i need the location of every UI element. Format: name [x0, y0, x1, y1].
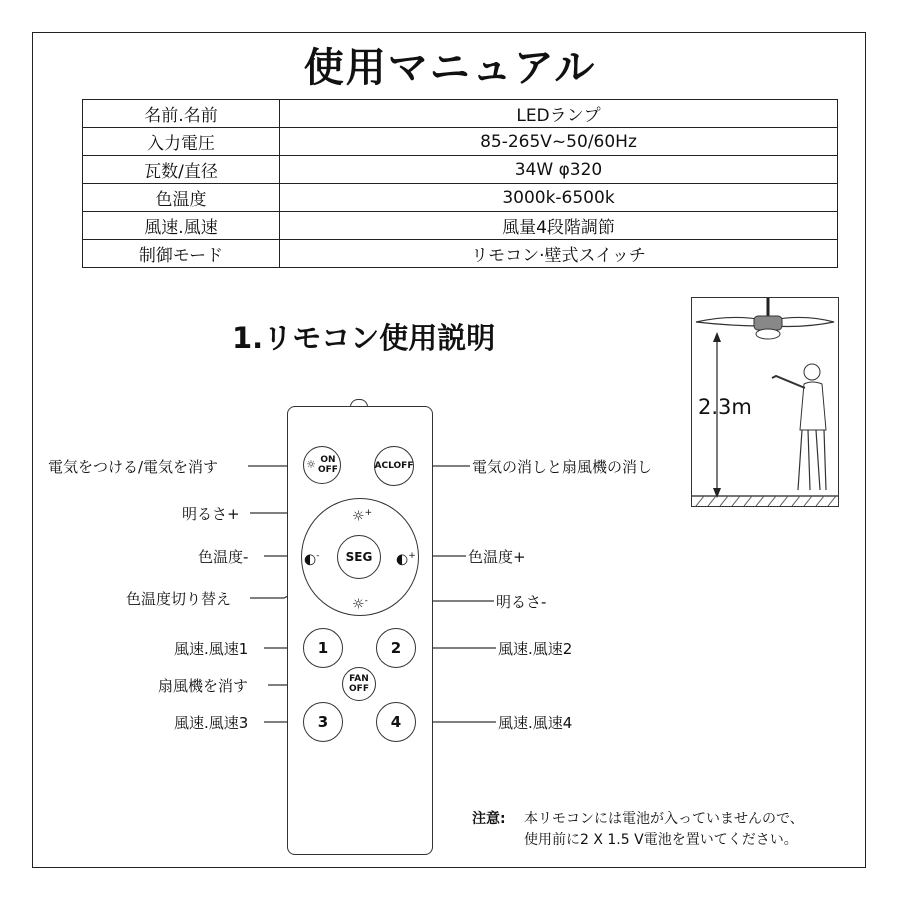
label-speed-3: 風速.風速3: [174, 714, 249, 732]
label-speed-1: 風速.風速1: [174, 640, 249, 658]
label-warmer: 色温度-: [198, 548, 249, 566]
color-temp-up-icon[interactable]: ◐+: [396, 551, 416, 568]
spec-key: 風速.風速: [83, 212, 280, 240]
on-text: ON: [320, 455, 336, 465]
installation-height-label: 2.3m: [698, 395, 752, 419]
fan-off-text: OFF: [349, 684, 369, 694]
fan-text: FAN: [349, 674, 369, 684]
label-cooler: 色温度+: [468, 548, 526, 566]
speed-4-button[interactable]: 4: [376, 702, 416, 742]
spec-value: 34W φ320: [280, 156, 838, 184]
label-fan-off: 扇風機を消す: [158, 677, 249, 695]
note-heading: 注意:: [472, 811, 506, 827]
spec-key: 瓦数/直径: [83, 156, 280, 184]
label-light-fan-off: 電気の消しと扇風機の消し: [472, 458, 653, 476]
section-title: 1.リモコン使用説明: [232, 321, 496, 355]
fan-off-button[interactable]: [342, 667, 376, 701]
label-color-switch: 色温度切り替え: [126, 590, 232, 608]
fan-off-button-text: [349, 674, 369, 694]
spec-value: 85-265V~50/60Hz: [280, 128, 838, 156]
speed-2-button[interactable]: 2: [376, 628, 416, 668]
label-speed-4: 風速.風速4: [498, 714, 573, 732]
on-off-button[interactable]: [303, 446, 341, 484]
note-line-2: 使用前に2 X 1.5 V電池を置いてください。: [524, 832, 798, 848]
label-power-on-off: 電気をつける/電気を消す: [48, 458, 219, 476]
brightness-up-icon[interactable]: ☼+: [352, 508, 373, 525]
ac-off-button[interactable]: ACLOFF: [374, 446, 414, 486]
seg-button[interactable]: SEG: [337, 535, 381, 579]
spec-value: 風量4段階調節: [280, 212, 838, 240]
color-temp-down-icon[interactable]: ◐-: [304, 551, 320, 568]
label-brighter: 明るさ+: [182, 505, 240, 523]
label-dimmer: 明るさ-: [496, 593, 547, 611]
spec-key: 制御モード: [83, 240, 280, 268]
note-line-1: 本リモコンには電池が入っていませんので、: [524, 811, 804, 827]
label-speed-2: 風速.風速2: [498, 640, 573, 658]
spec-key: 色温度: [83, 184, 280, 212]
speed-3-button[interactable]: 3: [303, 702, 343, 742]
spec-value: 3000k-6500k: [280, 184, 838, 212]
light-icon: ☼: [306, 458, 316, 471]
off-text: OFF: [317, 465, 338, 475]
spec-value: リモコン·壁式スイッチ: [280, 240, 838, 268]
spec-key: 入力電圧: [83, 128, 280, 156]
spec-value: LEDランプ: [280, 100, 838, 128]
spec-key: 名前.名前: [83, 100, 280, 128]
on-off-button-text: [318, 455, 338, 475]
brightness-down-icon[interactable]: ☼-: [352, 596, 368, 613]
page-title: 使用マニュアル: [303, 45, 597, 91]
speed-1-button[interactable]: 1: [303, 628, 343, 668]
